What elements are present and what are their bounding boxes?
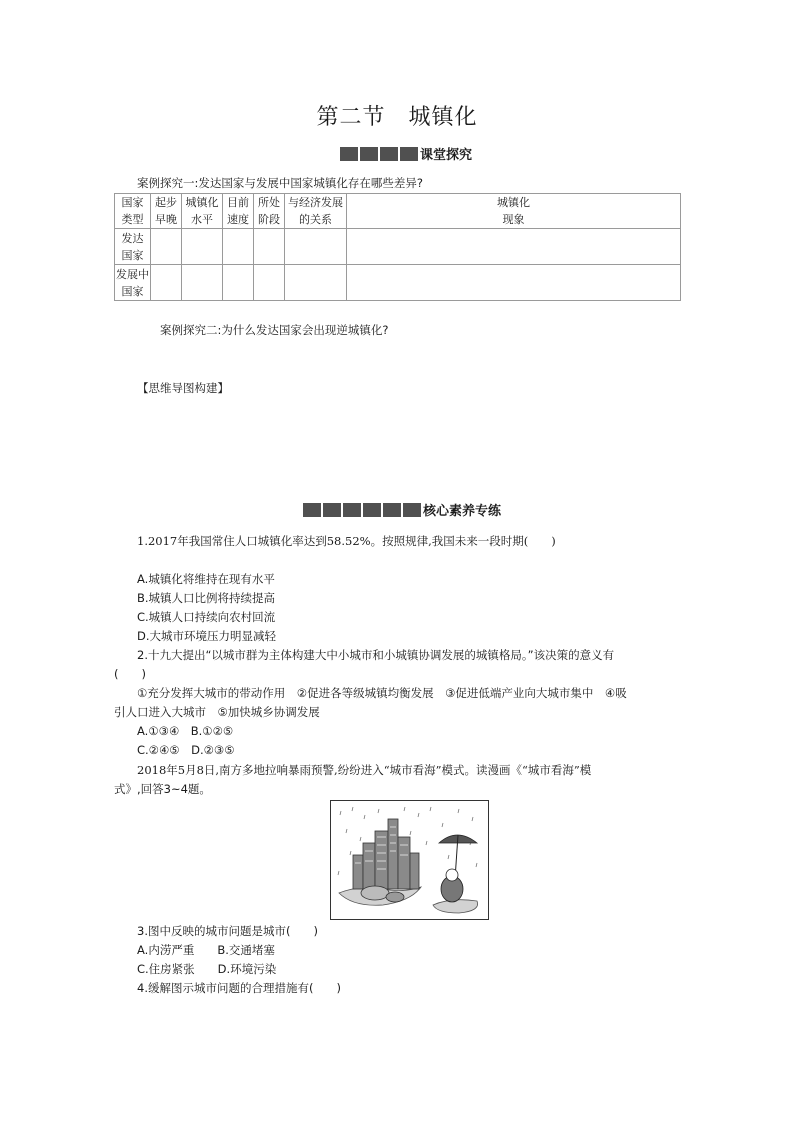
section-banner-core-practice [303, 500, 501, 519]
answer-cell[interactable] [254, 229, 285, 265]
case2-prompt: 案例探究二:为什么发达国家会出现逆城镇化? [160, 323, 389, 337]
mindmap-heading: 【思维导图构建】 [137, 381, 229, 395]
header-cell: 起步 早晚 [151, 194, 182, 229]
question-4-stem: 4.缓解图示城市问题的合理措施有( ) [137, 981, 341, 995]
banner-label: 课堂探究 [420, 148, 473, 163]
answer-cell[interactable] [151, 265, 182, 301]
row-label: 发展中 国家 [115, 265, 151, 301]
answer-cell[interactable] [285, 229, 347, 265]
header-cell: 所处 阶段 [254, 194, 285, 229]
question-1-stem: 1.2017年我国常住人口城镇化率达到58.52%。按照规律,我国未来一段时期( ) [137, 534, 556, 548]
question-2-options[interactable]: A.①③④ B.①②⑤ [137, 724, 234, 738]
row-label: 发达 国家 [115, 229, 151, 265]
question-2-options[interactable]: C.②④⑤ D.②③⑤ [137, 743, 235, 757]
question-2-items: ①充分发挥大城市的带动作用 ②促进各等级城镇均衡发展 ③促进低端产业向大城市集中 ④吸 [137, 686, 627, 700]
answer-cell[interactable] [285, 265, 347, 301]
question-3-options[interactable]: C.住房紧张 D.环境污染 [137, 962, 277, 976]
question-1-option[interactable]: B.城镇人口比例将持续提高 [137, 591, 276, 605]
answer-cell[interactable] [182, 229, 223, 265]
header-cell: 与经济发展 的关系 [285, 194, 347, 229]
banner-label: 核心素养专练 [423, 504, 502, 519]
header-cell: 国家 类型 [115, 194, 151, 229]
question-1-option[interactable]: D.大城市环境压力明显减轻 [137, 629, 277, 643]
material-text: 2018年5月8日,南方多地拉响暴雨预警,纷纷进入“城市看海”模式。读漫画《“城市看海”模 [137, 763, 592, 777]
banner-blocks [340, 147, 418, 161]
header-cell: 城镇化 水平 [182, 194, 223, 229]
cartoon-city-flood [330, 800, 489, 920]
table-row [115, 229, 681, 265]
header-cell: 城镇化 现象 [347, 194, 681, 229]
question-2-stem-cont: ( ) [114, 667, 146, 681]
case1-prompt: 案例探究一:发达国家与发展中国家城镇化存在哪些差异? [137, 176, 423, 190]
question-2-items-cont: 引人口进入大城市 ⑤加快城乡协调发展 [114, 705, 320, 719]
page-title: 第二节 城镇化 [316, 105, 478, 130]
answer-cell[interactable] [223, 229, 254, 265]
question-1-option[interactable]: C.城镇人口持续向农村回流 [137, 610, 276, 624]
question-3-stem: 3.图中反映的城市问题是城市( ) [137, 924, 318, 938]
answer-cell[interactable] [151, 229, 182, 265]
header-cell: 目前 速度 [223, 194, 254, 229]
question-1-option[interactable]: A.城镇化将维持在现有水平 [137, 572, 275, 586]
banner-blocks [303, 503, 421, 517]
answer-cell[interactable] [347, 265, 681, 301]
answer-cell[interactable] [182, 265, 223, 301]
answer-cell[interactable] [254, 265, 285, 301]
section-banner-class-inquiry [340, 144, 472, 163]
cartoon-illustration [331, 801, 488, 919]
material-text-cont: 式》,回答3~4题。 [114, 782, 211, 796]
answer-cell[interactable] [347, 229, 681, 265]
question-2-stem: 2.十九大提出“以城市群为主体构建大中小城市和小城镇协调发展的城镇格局。”该决策的意义有 [137, 648, 615, 662]
table-header-row [115, 194, 681, 229]
question-3-options[interactable]: A.内涝严重 B.交通堵塞 [137, 943, 275, 957]
comparison-table [114, 193, 681, 301]
table-row [115, 265, 681, 301]
answer-cell[interactable] [223, 265, 254, 301]
